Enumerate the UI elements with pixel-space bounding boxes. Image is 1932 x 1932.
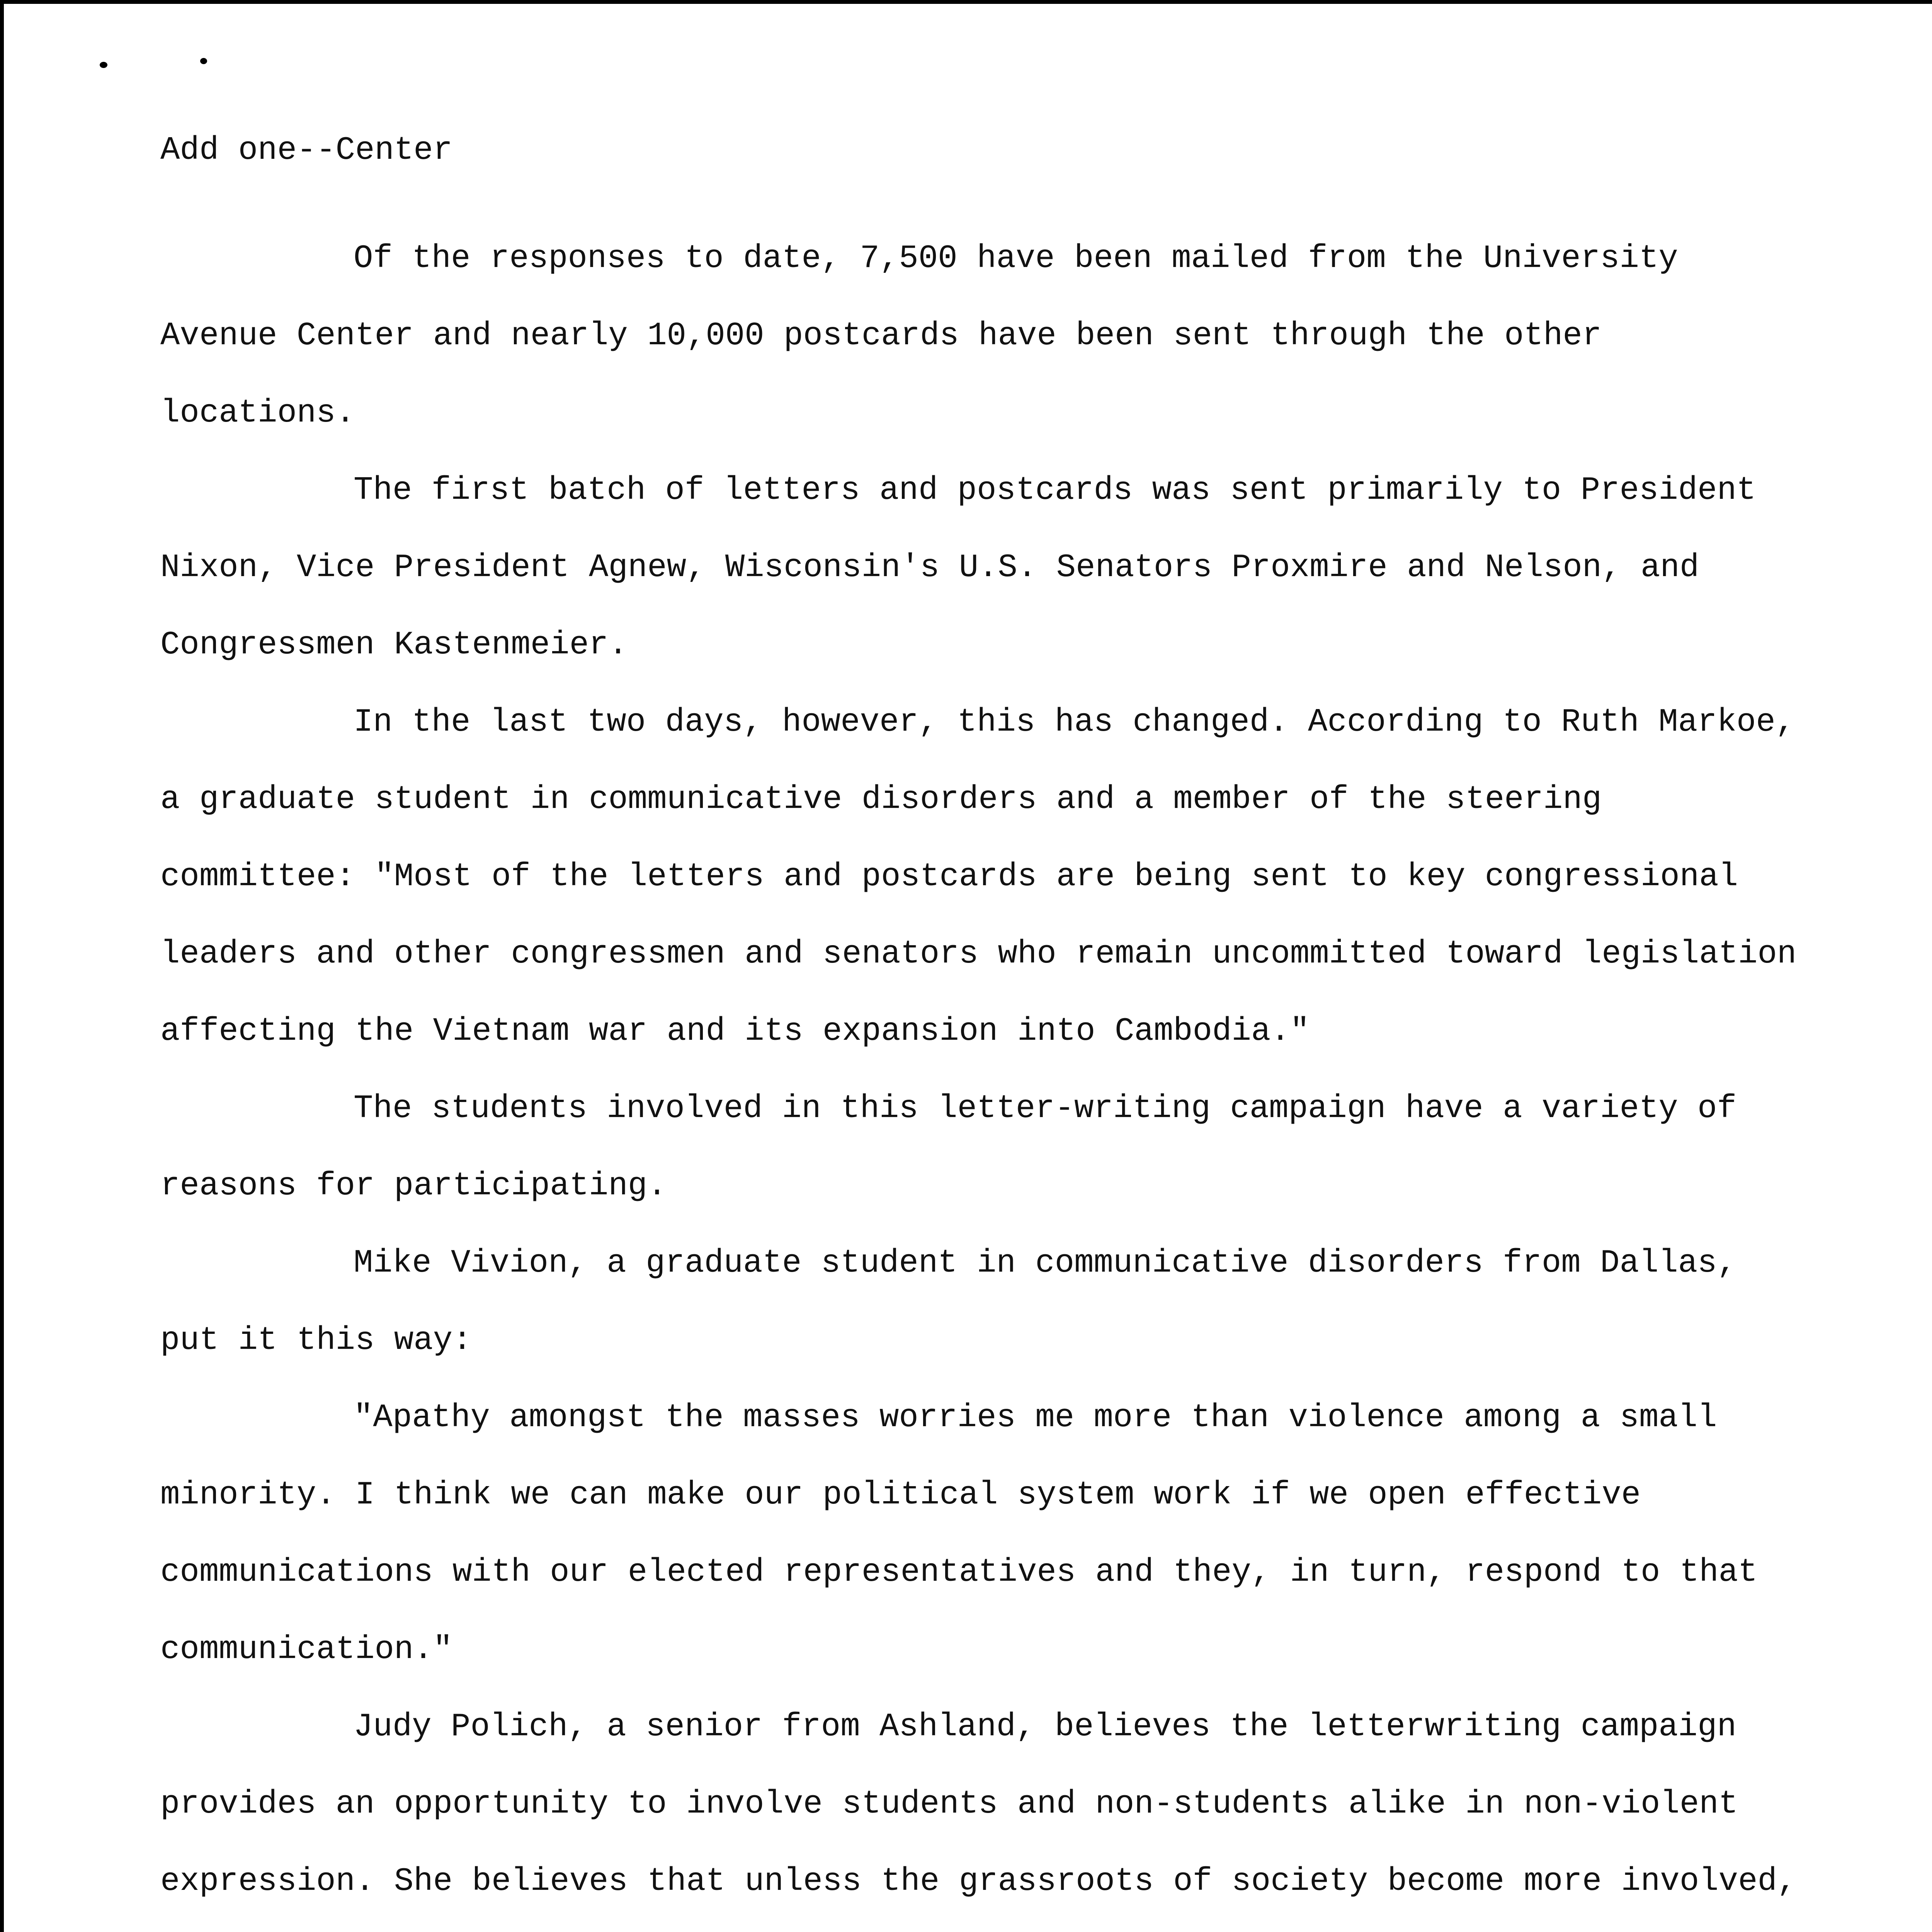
paragraph-responses: Of the responses to date, 7,500 have been mailed from the University Avenue Center and nearly 10,000 postcards have been sent through the other locations. (160, 240, 1678, 432)
paragraph-markoe-quote: In the last two days, however, this has changed. According to Ruth Markoe, a graduate student in communicative disorders and a member of the steering committee: "Most of the letters and postcards are being sent to key congressional leaders and other congressmen and senators who remain uncommitted toward legislation affecting the Vietnam war and its expansion into Cambodia." (160, 704, 1797, 1050)
punch-mark (100, 62, 107, 68)
body-text (160, 220, 1814, 1932)
page-slug: Add one--Center (160, 132, 453, 169)
paragraph-reasons: The students involved in this letter-writing campaign have a variety of reasons for participating. (160, 1090, 1736, 1204)
paragraph-first-batch: The first batch of letters and postcards was sent primarily to President Nixon, Vice President Agnew, Wisconsin's U.S. Senators Proxmire and Nelson, and Congressmen Kastenmeier. (160, 472, 1756, 663)
punch-mark (200, 58, 207, 64)
paragraph-polich: Judy Polich, a senior from Ashland, believes the letterwriting campaign provides an opportunity to involve students and non-students alike in non-violent expression. She believes that unless the grassroots of society become more involved, (160, 1709, 1797, 1900)
paragraph-vivion-quote: "Apathy amongst the masses worries me more than violence among a small minority. I think we can make our political system work if we open effective communications with our elected representatives and they, in turn, respond to that communication." (160, 1400, 1758, 1668)
paragraph-vivion-intro: Mike Vivion, a graduate student in communicative disorders from Dallas, put it this way: (160, 1245, 1736, 1359)
